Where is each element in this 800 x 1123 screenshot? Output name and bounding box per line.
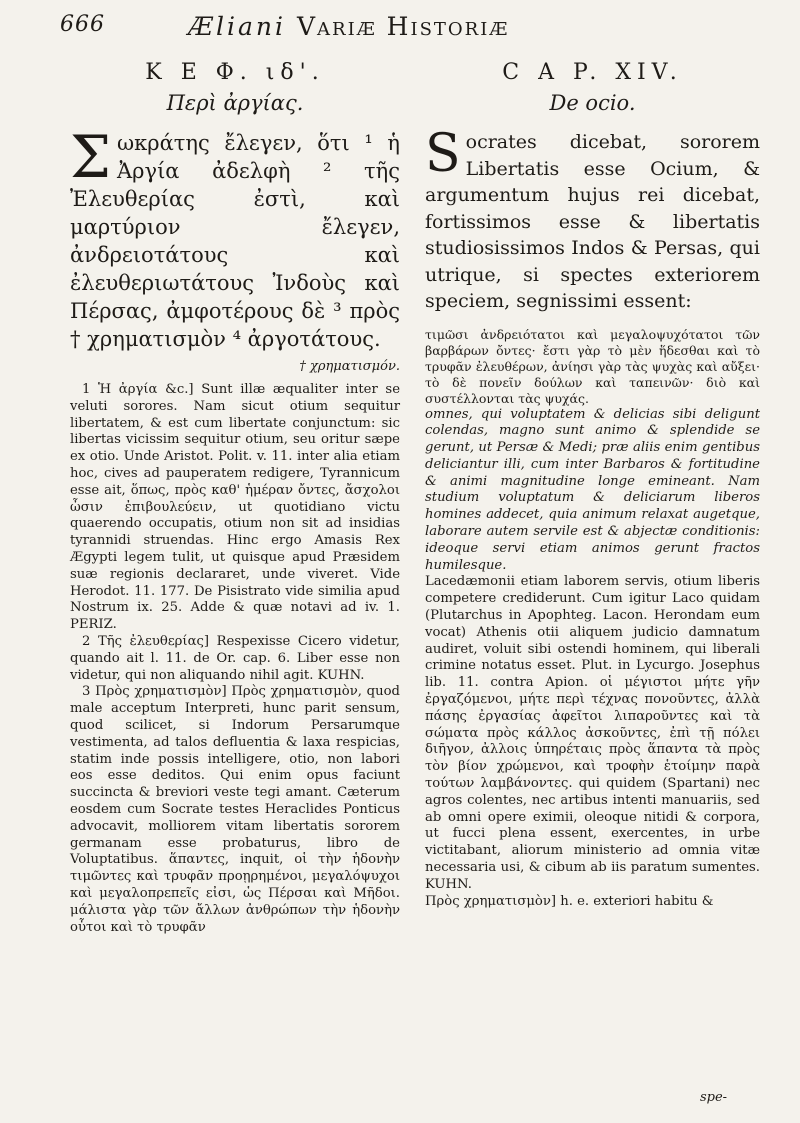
- running-title-prefix: Æliani: [188, 12, 287, 41]
- latin-text-block: [425, 124, 760, 315]
- note-latin-translation: omnes, qui voluptatem & delicias sibi deligunt colendas, magno sunt animo & splendide se gerunt, ut Persæ & Medi; præ aliis enim gentibus deliciantur illi, cum inter Barbaros & fortitudine & animi magnitudine longe emineant. Nam studium voluptatum & deliciarum liberos homines addecet, quia animum relaxat augetque, laborare autem servile est & abjectæ conditionis: ideoque servi etiam animos gerunt fractos humilesque.: [425, 406, 760, 573]
- running-title-rest: Variæ Historiæ: [296, 12, 510, 41]
- greek-column: [70, 60, 400, 936]
- latin-chapter-head: C A P. XIV.: [502, 60, 683, 85]
- footnote-3: 3 Πρὸς χρηματισμὸν] Πρὸς χρηματισμὸν, quod male acceptum Interpreti, hunc parit sensum, quod scilicet, si Indorum Persarumque vestimenta, ad talos defluentia & laxa respicias, statim inde possis intelligere, otio, non labori eos esse deditos. Qui enim opus faciunt succincta & breviori veste tegi amant. Cæterum eosdem cum Socrate testes Heraclides Ponticus advocavit, molliorem vitam libertatis sororem germanam esse probaturus, libro de Voluptatibus. ἅπαντες, inquit, οἱ τὴν ἡδονὴν τιμῶντες καὶ τρυφᾶν προῃρημένοι, μεγαλόψυχοι καὶ μεγαλοπρεπεῖς εἰσι, ὡς Πέρσαι καὶ Μῆδοι. μάλιστα γὰρ τῶν ἄλλων ἀνθρώπων τὴν ἡδονὴν οὗτοι καὶ τὸ τρυφᾶν: [70, 684, 400, 935]
- latin-drop-capital: S: [425, 124, 461, 184]
- latin-text: ocrates dicebat, sororem Libertatis esse Ocium, & argumentum hujus rei dicebat, fortissimos esse & libertatis studiosissimos Indos & Persas, qui utrique, si spectes exteriorem speciem, segnissimi essent:: [425, 131, 760, 312]
- variant-reading: † χρηματισμόν.: [299, 359, 400, 374]
- page-number: 666: [60, 12, 105, 37]
- footnote-1: 1 Ἡ ἀργία &c.] Sunt illæ æqualiter inter se veluti sorores. Nam sicut otium sequitur libertatem, & est cum libertate conjunctum: sic libertas vicissim sequitur otium, seu oritur sæpe ex otio. Unde Aristot. Polit. v. 11. inter alia etiam hoc, cives ad pauperatem redigere, Tyrannicum esse ait, ὅπως, πρὸς καθ' ἡμέραν ὄντες, ἄσχολοι ὦσιν ἐπιβουλεύειν, ut quotidiano victu quaerendo occupatis, otium non sit ad insidias tyrannidi struendas. Hinc ergo Amasis Rex Ægypti legem tulit, ut quisque apud Præsidem suæ regionis declararet, unde viveret. Vide Herodot. 11. 177. De Pisistrato vide similia apud Nostrum ix. 25. Adde & quæ notavi ad iv. 1. PERIZ.: [70, 382, 400, 633]
- latin-chapter-title: De ocio.: [549, 91, 636, 115]
- catchword: spe-: [700, 1090, 728, 1105]
- greek-drop-capital: Σ: [70, 123, 112, 191]
- greek-text: ωκράτης ἔλεγεν, ὅτι ¹ ἡ Ἀργία ἀδελφὴ ² τῆς Ἐλευθερίας ἐστὶ, καὶ μαρτύριον ἔλεγεν, ἀνδρειοτάτους καὶ ἐλευθεριωτάτους Ἰνδοὺς καὶ Πέρσας, ἀμφοτέρους δὲ ³ πρὸς † χρηματισμὸν ⁴ ἀργοτάτους.: [70, 131, 400, 351]
- note-next: Πρὸς χρηματισμὸν] h. e. exteriori habitu &: [425, 893, 714, 909]
- footnote-2: 2 Τῆς ἐλευθερίας] Respexisse Cicero videtur, quando ait l. 11. de Or. cap. 6. Liber esse non videtur, qui non aliquando nihil agit. KUHN.: [70, 633, 400, 683]
- footnotes-left: [70, 382, 400, 936]
- note-continuation: Lacedæmonii etiam laborem servis, otium liberis competere crediderunt. Cum igitur Laco quidam (Plutarchus in Apophteg. Lacon. Herondam eum vocat) Athenis otii aliquem judicio damnatum audiret, voluit sibi ostendi hominem, qui liberali crimine notatus esset. Plut. in Lycurgo. Josephus lib. 11. contra Apion. οἱ μέγιστοι μήτε γῆν ἐργαζόμενοι, μήτε περὶ τέχνας πονοῦντες, ἀλλὰ πάσης ἐργασίας ἀφεῖτοι λιπαροῦντες καὶ τὰ σώματα πρὸς κάλλος ἀσκοῦντες, ἐπὶ τῇ πόλει διῆγον, ἀλλοις ὑπηρέταις πρὸς ἅπαντα τὰ πρὸς τὸν βίον χρώμενοι, καὶ τροφὴν ἑτοίμην παρὰ τούτων λαμβάνοντες. qui quidem (Spartani) nec agros colentes, nec artibus intenti manuariis, sed ab omni opere eximii, oleoque nitidi & corpora, ut fucci plena essent, exercentes, in urbe victitabant, aliorum ministerio ad omnia vitæ necessaria usi, & cibum ab iis paratum sumentes. KUHN.: [425, 574, 760, 892]
- greek-chapter-title: Περὶ ἀργίας.: [166, 91, 304, 115]
- greek-chapter-head: Κ Ε Φ. ιδ'.: [145, 60, 325, 85]
- note-greek-continuation: τιμῶσι ἀνδρειότατοι καὶ μεγαλοψυχότατοι τῶν βαρβάρων ὄντες· ἔστι γὰρ τὸ μὲν ἥδεσθαι καὶ τὸ τρυφᾶν ἐλευθέρων, ἀνίησι γὰρ τὰς ψυχὰς καὶ αὔξει· τὸ δὲ πονεῖν δούλων καὶ ταπεινῶν· διὸ καὶ συστέλλονται τὰς ψυχάς.: [425, 326, 760, 406]
- latin-column: [425, 60, 760, 910]
- greek-text-block: [70, 123, 400, 353]
- running-title: [188, 12, 509, 41]
